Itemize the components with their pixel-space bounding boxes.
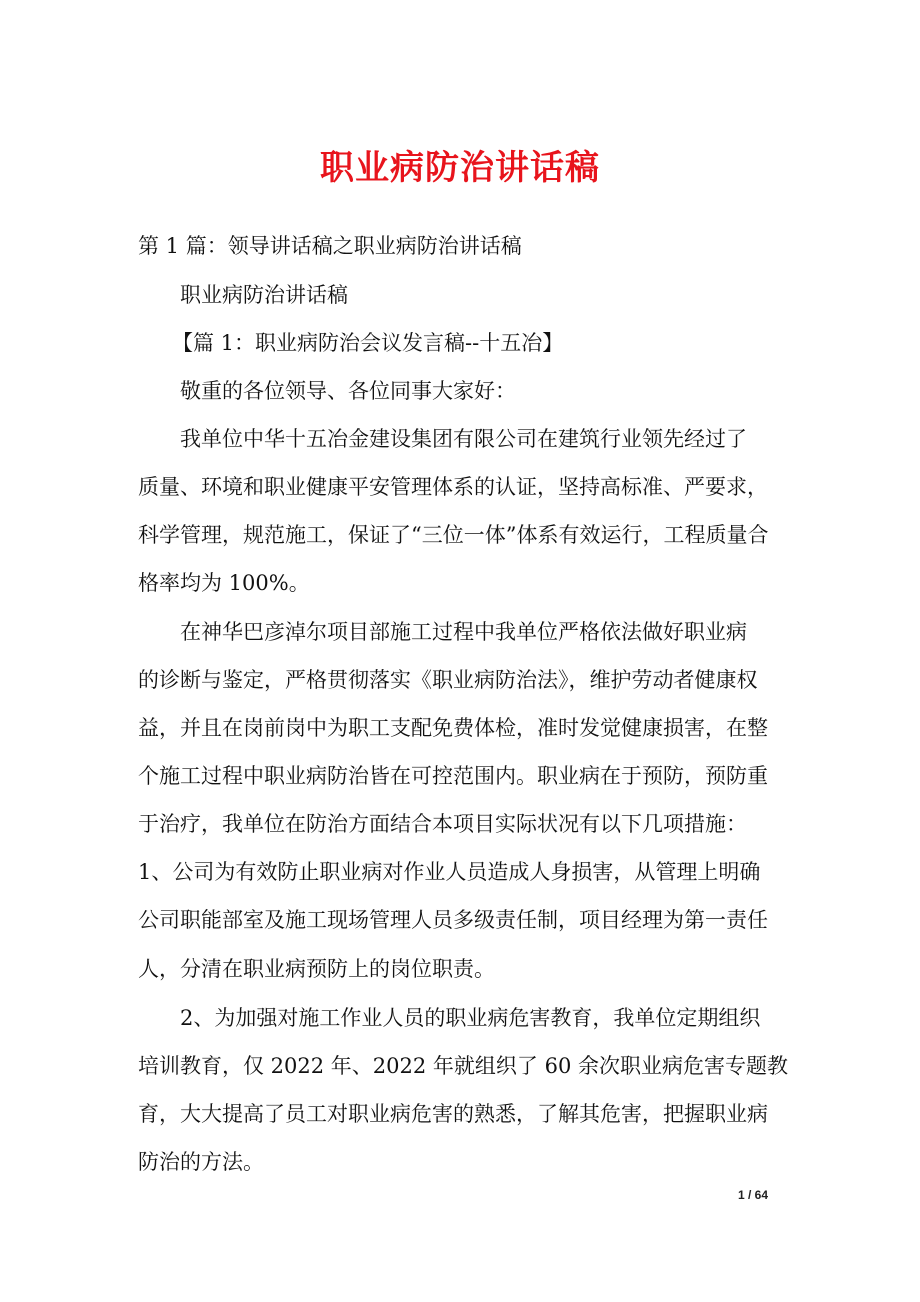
- section-heading: 【篇 1：职业病防治会议发言稿--十五冶】: [172, 331, 564, 355]
- paragraph-line: 防治的方法。: [138, 1150, 264, 1174]
- paragraph-line: 质量、环境和职业健康平安管理体系的认证，坚持高标准、严要求，: [138, 475, 768, 499]
- subtitle-line: 职业病防治讲话稿: [180, 283, 348, 307]
- paragraph-line: 个施工过程中职业病防治皆在可控范围内。职业病在于预防，预防重: [138, 764, 768, 788]
- paragraph-line: 益，并且在岗前岗中为职工支配免费体检，准时发觉健康损害，在整: [138, 716, 768, 740]
- paragraph-line: 培训教育，仅 2022 年、2022 年就组织了 60 余次职业病危害专题教: [138, 1054, 788, 1078]
- paragraph-line: 的诊断与鉴定，严格贯彻落实《职业病防治法》，维护劳动者健康权: [138, 668, 758, 692]
- paragraph-line: 在神华巴彦淖尔项目部施工过程中我单位严格依法做好职业病: [180, 620, 747, 644]
- paragraph-line: 1、公司为有效防止职业病对作业人员造成人身损害，从管理上明确: [138, 860, 761, 884]
- document-title: 职业病防治讲话稿: [320, 148, 600, 188]
- paragraph-line: 格率均为 100%。: [138, 571, 310, 595]
- chapter-heading: 第 1 篇：领导讲话稿之职业病防治讲话稿: [138, 234, 522, 258]
- greeting-line: 敬重的各位领导、各位同事大家好：: [180, 379, 516, 403]
- paragraph-line: 公司职能部室及施工现场管理人员多级责任制，项目经理为第一责任: [138, 908, 768, 932]
- paragraph-line: 人，分清在职业病预防上的岗位职责。: [138, 957, 495, 981]
- paragraph-line: 我单位中华十五冶金建设集团有限公司在建筑行业领先经过了: [180, 427, 747, 451]
- paragraph-line: 育，大大提高了员工对职业病危害的熟悉，了解其危害，把握职业病: [138, 1102, 768, 1126]
- paragraph-line: 2、为加强对施工作业人员的职业病危害教育，我单位定期组织: [180, 1006, 761, 1030]
- paragraph-line: 于治疗，我单位在防治方面结合本项目实际状况有以下几项措施：: [138, 812, 747, 836]
- page-number: 1 / 64: [738, 1188, 769, 1202]
- paragraph-line: 科学管理，规范施工，保证了“三位一体”体系有效运行，工程质量合: [138, 523, 769, 547]
